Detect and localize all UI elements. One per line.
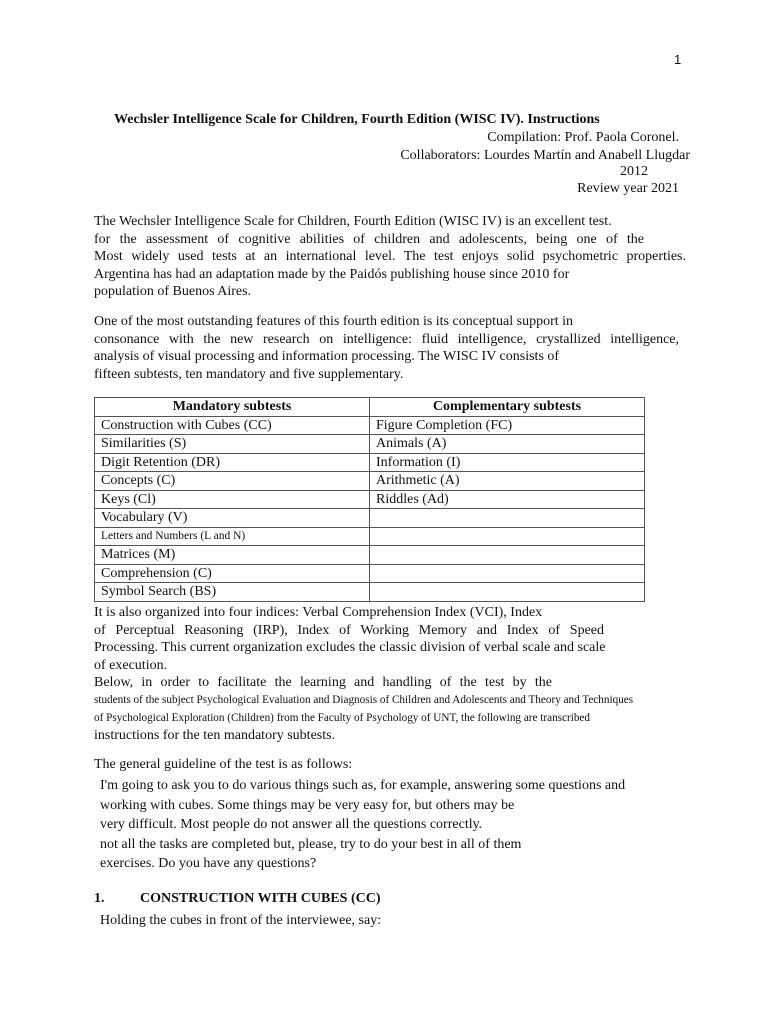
features-paragraph [94, 313, 686, 383]
text-line: very difficult. Most people do not answer all the questions correctly. [100, 817, 483, 832]
complementary-cell: Figure Completion (FC) [370, 416, 645, 435]
table-row [95, 583, 645, 602]
collaborators-line: Collaborators: Lourdes Martín and Anabell Llugdar [400, 148, 690, 163]
complementary-cell [370, 509, 645, 528]
table-row [95, 453, 645, 472]
section-number: 1. [94, 891, 105, 906]
complementary-cell: Riddles (Ad) [370, 490, 645, 509]
text-line: of Psychological Exploration (Children) from the Faculty of Psychology of UNT, the following are transcribed [94, 711, 590, 724]
guideline-intro [94, 756, 686, 774]
guideline-quote [100, 776, 686, 874]
header-complementary: Complementary subtests [370, 398, 645, 417]
complementary-cell: Information (I) [370, 453, 645, 472]
text-line: for the assessment of cognitive abilities of children and adolescents, being one of the [94, 231, 644, 247]
document-title: Wechsler Intelligence Scale for Children, Fourth Edition (WISC IV). Instructions [114, 112, 600, 127]
text-line: analysis of visual processing and information processing. The WISC IV consists of [94, 349, 560, 365]
text-line: instructions for the ten mandatory subtests. [94, 728, 336, 744]
text-line: The Wechsler Intelligence Scale for Children, Fourth Edition (WISC IV) is an excellent test. [94, 214, 612, 229]
text-line: students of the subject Psychological Evaluation and Diagnosis of Children and Adolescents and Theory and Techniques [94, 693, 634, 706]
mandatory-cell: Construction with Cubes (CC) [95, 416, 370, 435]
text-line: It is also organized into four indices: Verbal Comprehension Index (VCI), Index [94, 605, 543, 620]
complementary-cell [370, 564, 645, 583]
text-line: Most widely used tests at an international level. The test enjoys solid psychometric properties. [94, 249, 686, 265]
table-row [95, 472, 645, 491]
compilation-line: Compilation: Prof. Paola Coronel. [487, 130, 679, 145]
mandatory-cell: Matrices (M) [95, 546, 370, 565]
complementary-cell [370, 527, 645, 546]
text-line: Below, in order to facilitate the learning and handling of the test by the [94, 675, 552, 691]
mandatory-cell: Similarities (S) [95, 435, 370, 454]
header-mandatory: Mandatory subtests [95, 398, 370, 417]
page-number: 1 [674, 52, 682, 67]
table-row [95, 546, 645, 565]
mandatory-cell: Vocabulary (V) [95, 509, 370, 528]
mandatory-cell: Letters and Numbers (L and N) [95, 527, 370, 546]
intro-paragraph [94, 213, 686, 301]
subtests-table [94, 397, 645, 602]
indices-paragraph [94, 604, 686, 745]
complementary-cell: Arithmetic (A) [370, 472, 645, 491]
text-line: One of the most outstanding features of this fourth edition is its conceptual support in [94, 314, 574, 329]
text-line: Argentina has had an adaptation made by the Paidós publishing house since 2010 for [94, 266, 570, 282]
mandatory-cell: Keys (Cl) [95, 490, 370, 509]
text-line: population of Buenos Aires. [94, 284, 252, 300]
table-row [95, 490, 645, 509]
review-year-line: Review year 2021 [577, 181, 679, 196]
text-line: working with cubes. Some things may be very easy for, but others may be [100, 797, 515, 813]
mandatory-cell: Concepts (C) [95, 472, 370, 491]
text-line: I'm going to ask you to do various things such as, for example, answering some questions and [100, 778, 626, 793]
text-line: fifteen subtests, ten mandatory and five supplementary. [94, 366, 404, 382]
section-heading [94, 891, 381, 907]
text-line: consonance with the new research on intelligence: fluid intelligence, crystallized intelligence, [94, 331, 679, 347]
text-line: of execution. [94, 657, 168, 673]
table-row [95, 416, 645, 435]
mandatory-cell: Symbol Search (BS) [95, 583, 370, 602]
text-line: not all the tasks are completed but, please, try to do your best in all of them [100, 836, 522, 852]
complementary-cell [370, 546, 645, 565]
table-row [95, 435, 645, 454]
complementary-cell: Animals (A) [370, 435, 645, 454]
complementary-cell [370, 583, 645, 602]
mandatory-cell: Digit Retention (DR) [95, 453, 370, 472]
table-row [95, 564, 645, 583]
table-row [95, 509, 645, 528]
table-row [95, 527, 645, 546]
text-line: Processing. This current organization excludes the classic division of verbal scale and scale [94, 640, 606, 656]
text-line: of Perceptual Reasoning (IRP), Index of Working Memory and Index of Speed [94, 622, 604, 638]
year-line: 2012 [620, 164, 648, 179]
mandatory-cell: Comprehension (C) [95, 564, 370, 583]
section-subtext: Holding the cubes in front of the interviewee, say: [100, 913, 382, 928]
text-line: The general guideline of the test is as follows: [94, 757, 353, 772]
text-line: exercises. Do you have any questions? [100, 856, 317, 871]
table-header-row [95, 398, 645, 417]
section-title: CONSTRUCTION WITH CUBES (CC) [140, 891, 381, 906]
